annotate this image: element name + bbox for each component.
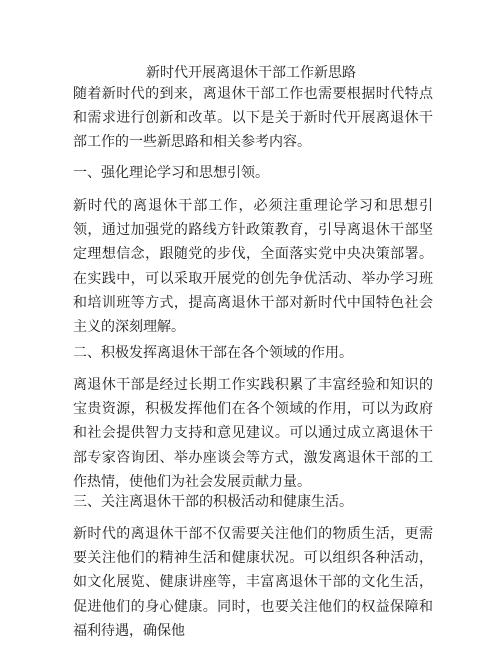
document-title: 新时代开展离退休干部工作新思路 — [146, 65, 356, 81]
section-3-body: 新时代的离退休干部不仅需要关注他们的物质生活，更需要关注他们的精神生活和健康状况。可以组织各种活动，如文化展览、健康讲座等，丰富离退休干部的文化生活，促进他们的身心健康。同时，也要关注他们的权益保障和福利待遇，确保他 — [73, 526, 433, 639]
section-3-heading: 三、关注离退休干部的积极活动和健康生活。 — [73, 494, 353, 510]
intro-paragraph: 随着新时代的到来，离退休干部工作也需要根据时代特点和需求进行创新和改革。以下是关于新时代开展离退休干部工作的一些新思路和相关参考内容。 — [73, 86, 433, 151]
section-2-heading: 二、积极发挥离退休干部在各个领域的作用。 — [73, 345, 353, 361]
section-2-body: 离退休干部是经过长期工作实践积累了丰富经验和知识的宝贵资源，积极发挥他们在各个领域的作用，可以为政府和社会提供智力支持和意见建议。可以通过成立离退休干部专家咨询团、举办座谈会等方式，激发离退休干部的工作热情，使他们为社会发展贡献力量。 — [73, 377, 433, 490]
section-1-heading: 一、强化理论学习和思想引领。 — [73, 165, 269, 181]
section-1-body: 新时代的离退休干部工作，必须注重理论学习和思想引领，通过加强党的路线方针政策教育，引导离退休干部坚定理想信念，跟随党的步伐，全面落实党中央决策部署。在实践中，可以采取开展党的创先争优活动、举办学习班和培训班等方式，提高离退休干部对新时代中国特色社会主义的深刻理解。 — [73, 198, 433, 336]
